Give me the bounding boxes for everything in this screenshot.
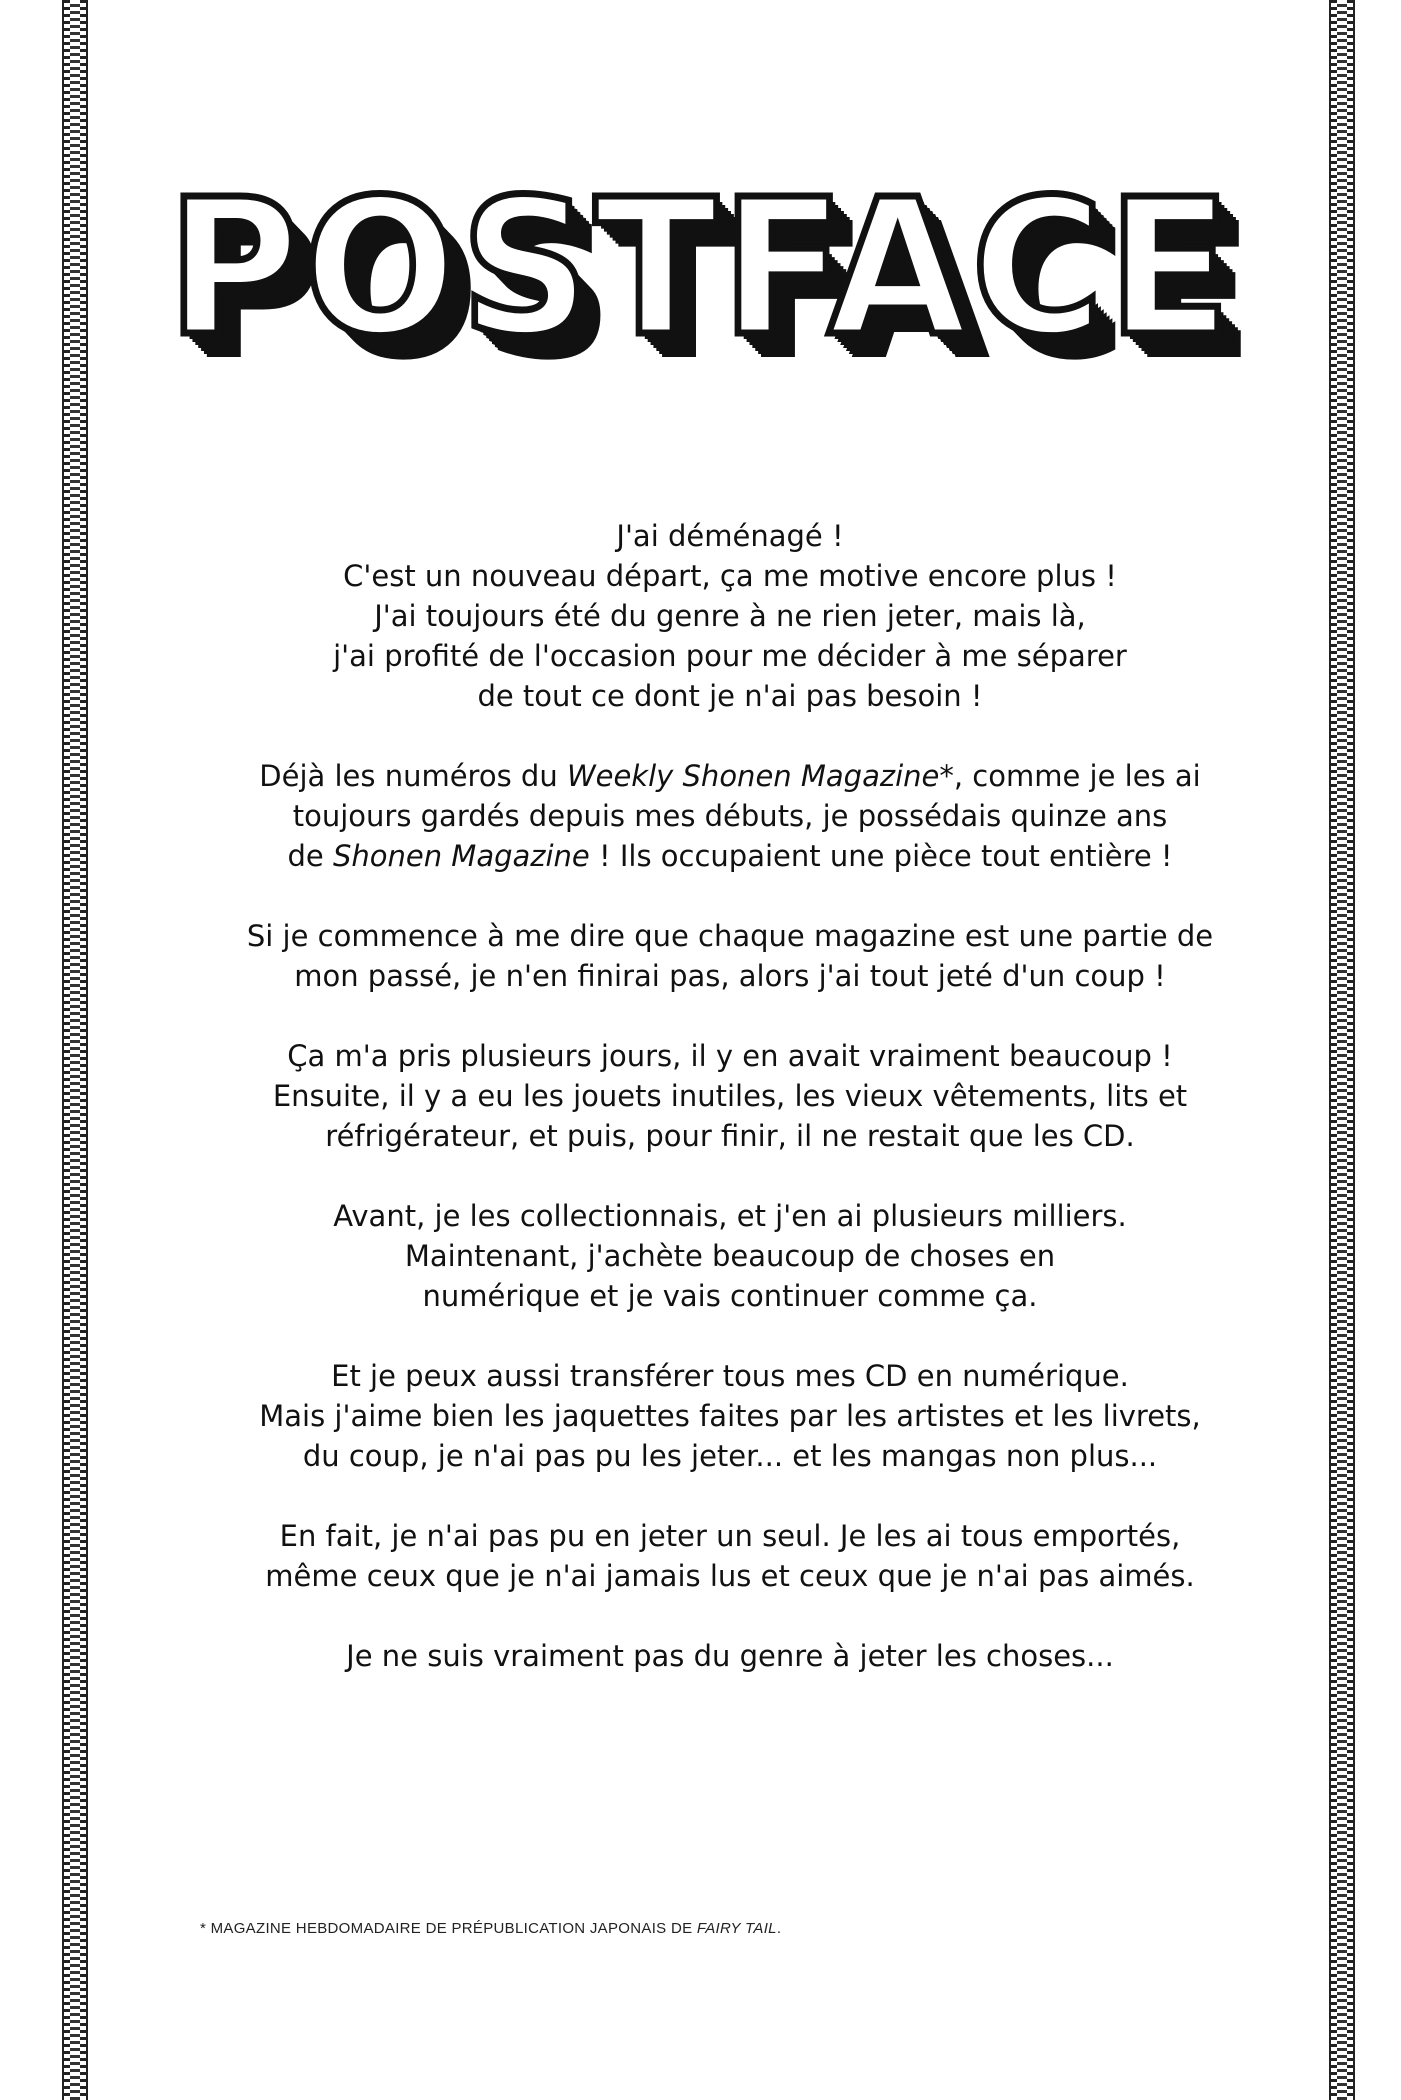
- text-line: En fait, je n'ai pas pu en jeter un seul. Je les ai tous emportés,: [279, 1519, 1181, 1553]
- paragraph-8: [170, 1636, 1290, 1676]
- text-line: J'ai déménagé !: [616, 519, 844, 553]
- text-line: réfrigérateur, et puis, pour finir, il ne restait que les CD.: [325, 1119, 1135, 1153]
- text-line: du coup, je n'ai pas pu les jeter... et les mangas non plus...: [302, 1439, 1158, 1473]
- footnote: [200, 1920, 781, 1937]
- paragraph-7: [170, 1516, 1290, 1596]
- text-line: [170, 756, 1290, 796]
- text-line: mon passé, je n'en finirai pas, alors j'ai tout jeté d'un coup !: [294, 959, 1166, 993]
- footnote-title: FAIRY TAIL: [696, 1920, 777, 1937]
- text-line: Mais j'aime bien les jaquettes faites par les artistes et les livrets,: [259, 1399, 1201, 1433]
- text-segment: *, comme je les ai: [939, 759, 1201, 793]
- text-line: C'est un nouveau départ, ça me motive encore plus !: [343, 559, 1117, 593]
- text-segment: de: [287, 839, 333, 873]
- text-line: Je ne suis vraiment pas du genre à jeter les choses...: [346, 1639, 1114, 1673]
- text-line: Ensuite, il y a eu les jouets inutiles, les vieux vêtements, lits et: [272, 1079, 1188, 1113]
- title-area: [0, 159, 1401, 378]
- text-line: [170, 836, 1290, 876]
- paragraph-6: [170, 1356, 1290, 1476]
- paragraph-4: [170, 1036, 1290, 1156]
- paragraph-5: [170, 1196, 1290, 1316]
- page-title: POSTFACE: [166, 159, 1235, 378]
- footnote-end: .: [776, 1920, 782, 1937]
- text-line: de tout ce dont je n'ai pas besoin !: [477, 679, 983, 713]
- postface-body: [170, 516, 1290, 1716]
- text-line: J'ai toujours été du genre à ne rien jeter, mais là,: [374, 599, 1086, 633]
- text-line: Si je commence à me dire que chaque magazine est une partie de: [246, 919, 1214, 953]
- text-line: numérique et je vais continuer comme ça.: [422, 1279, 1038, 1313]
- paragraph-1: [170, 516, 1290, 716]
- text-line: Maintenant, j'achète beaucoup de choses en: [404, 1239, 1056, 1273]
- paragraph-2: [170, 756, 1290, 876]
- text-line: Ça m'a pris plusieurs jours, il y en avait vraiment beaucoup !: [287, 1039, 1173, 1073]
- text-line: même ceux que je n'ai jamais lus et ceux que je n'ai pas aimés.: [265, 1559, 1195, 1593]
- text-line: toujours gardés depuis mes débuts, je possédais quinze ans: [292, 799, 1168, 833]
- text-segment: ! Ils occupaient une pièce tout entière !: [589, 839, 1173, 873]
- text-line: Avant, je les collectionnais, et j'en ai plusieurs milliers.: [333, 1199, 1127, 1233]
- magazine-title: Weekly Shonen Magazine: [566, 759, 940, 793]
- text-line: j'ai profité de l'occasion pour me décider à me séparer: [333, 639, 1127, 673]
- text-line: Et je peux aussi transférer tous mes CD en numérique.: [331, 1359, 1129, 1393]
- footnote-text: * MAGAZINE HEBDOMADAIRE DE PRÉPUBLICATION JAPONAIS DE: [200, 1920, 697, 1937]
- magazine-title: Shonen Magazine: [332, 839, 590, 873]
- paragraph-3: [170, 916, 1290, 996]
- text-segment: Déjà les numéros du: [259, 759, 567, 793]
